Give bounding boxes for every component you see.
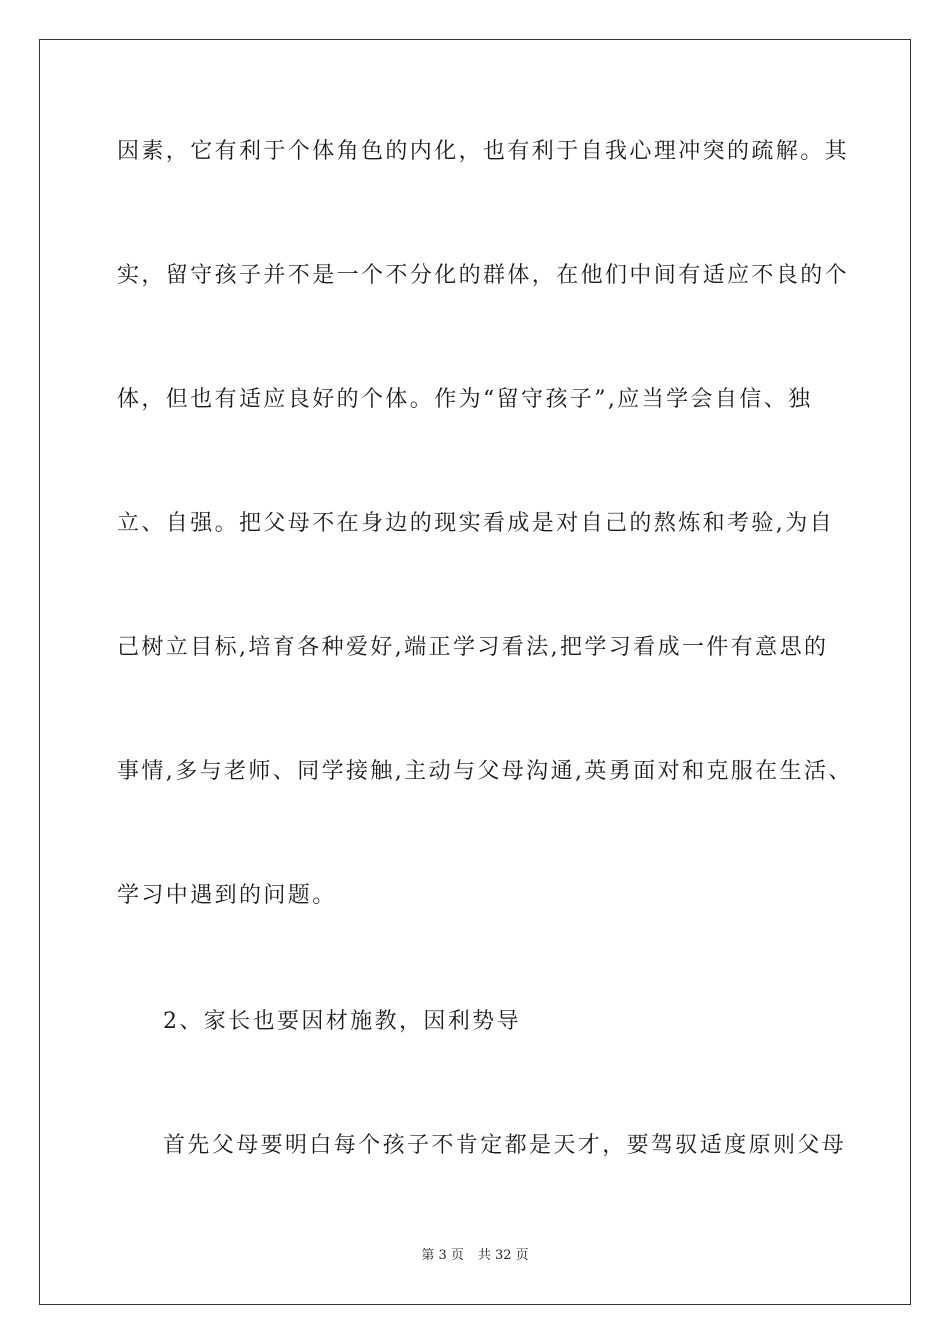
body-line-2: 实，留守孩子并不是一个不分化的群体，在他们中间有适应不良的个 [117, 263, 850, 288]
body-line-7: 学习中遇到的问题。 [117, 883, 337, 908]
section-heading: 2、家长也要因材施教，因利势导 [163, 1009, 521, 1034]
body-line-6: 事情,多与老师、同学接触,主动与父母沟通,英勇面对和克服在生活、 [117, 759, 853, 784]
body-line-8: 首先父母要明白每个孩子不肯定都是天才，要驾驭适度原则父母 [163, 1133, 847, 1158]
page-number: 第 3 页 [421, 1248, 464, 1263]
body-line-4: 立、自强。把父母不在身边的现实看成是对自己的熬炼和考验,为自 [117, 511, 834, 536]
total-pages: 共 32 页 [477, 1248, 529, 1263]
page-border [39, 39, 911, 1305]
body-line-5: 己树立目标,培育各种爱好,端正学习看法,把学习看成一件有意思的 [117, 635, 829, 660]
body-line-3: 体，但也有适应良好的个体。作为“留守孩子”,应当学会自信、独 [117, 387, 813, 412]
body-line-1: 因素，它有利于个体角色的内化，也有利于自我心理冲突的疏解。其 [117, 139, 850, 164]
page-footer [0, 1247, 950, 1265]
